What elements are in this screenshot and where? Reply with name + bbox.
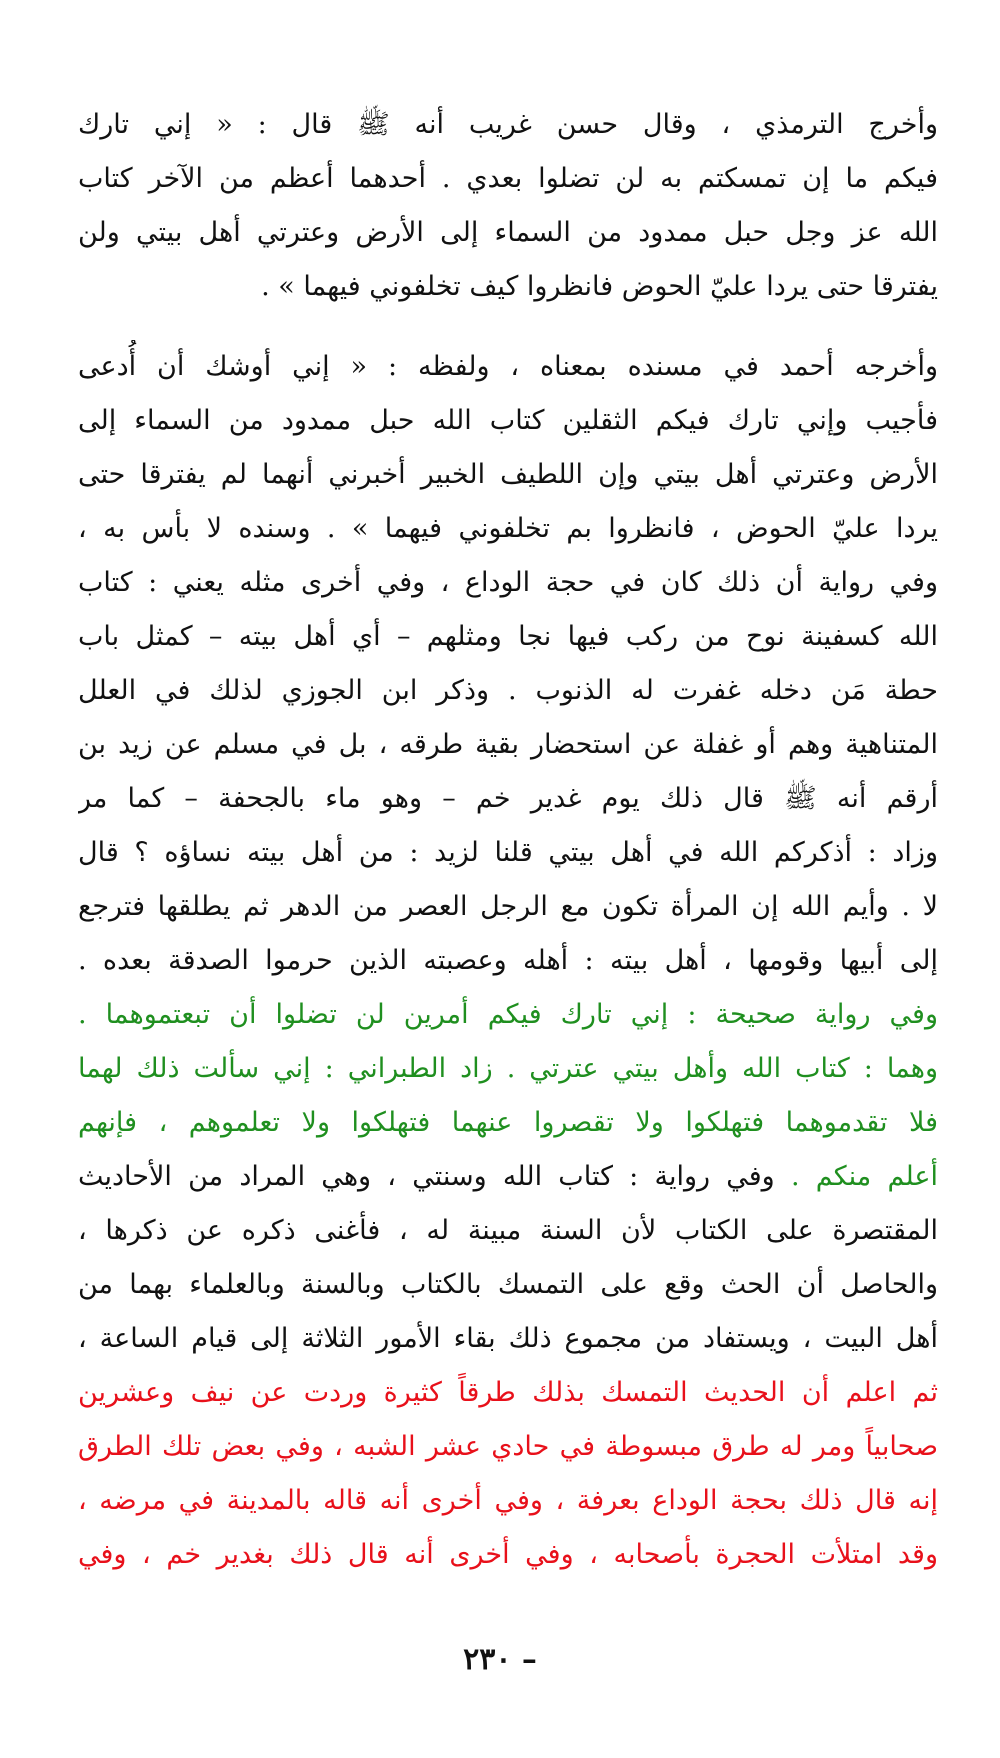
green-text-segment: أعلم منكم . [790, 1161, 938, 1192]
text-line: وفي رواية أن ذلك كان في حجة الوداع ، وفي أخرى مثله يعني : كتاب [78, 567, 938, 598]
text-line: وفي رواية صحيحة : إني تارك فيكم أمرين لن تضلوا أن تبعتموهما . [78, 999, 938, 1030]
text-line: وأخرجه أحمد في مسنده بمعناه ، ولفظه : « إني أوشك أن أُدعى [78, 351, 938, 382]
text-line: صحابياً ومر له طرق مبسوطة في حادي عشر الشبه ، وفي بعض تلك الطرق [78, 1431, 938, 1462]
text-line: فأجيب وإني تارك فيكم الثقلين كتاب الله حبل ممدود من السماء إلى [78, 405, 938, 436]
text-line: حطة مَن دخله غفرت له الذنوب . وذكر ابن الجوزي لذلك في العلل [78, 675, 938, 706]
text-line: لا . وأيم الله إن المرأة تكون مع الرجل العصر من الدهر ثم يطلقها فترجع [78, 891, 938, 922]
text-line: أهل البيت ، ويستفاد من مجموع ذلك بقاء الأمور الثلاثة إلى قيام الساعة ، [78, 1323, 938, 1354]
text-line: الله كسفينة نوح من ركب فيها نجا ومثلهم – أي أهل بيته – كمثل باب [78, 621, 938, 652]
paragraph-highlight-green [78, 988, 938, 1150]
black-text-segment: وفي رواية : كتاب الله وسنتي ، وهي المراد من الأحاديث [78, 1161, 791, 1192]
text-line: الله عز وجل حبل ممدود من السماء إلى الأرض وعترتي أهل بيتي ولن [78, 217, 938, 248]
paragraph-gap [78, 314, 938, 340]
text-line: المتناهية وهم أو غفلة عن استحضار بقية طرقه ، بل في مسلم عن زيد بن [78, 729, 938, 760]
text-line: الأرض وعترتي أهل بيتي وإن اللطيف الخبير أخبرني أنهما لم يفترقا حتى [78, 459, 938, 490]
text-line: أرقم أنه ﷺ قال ذلك يوم غدير خم – وهو ماء بالجحفة – كما مر [78, 783, 938, 814]
text-line: والحاصل أن الحث وقع على التمسك بالكتاب وبالسنة وبالعلماء بهما من [78, 1269, 938, 1300]
paragraph-tirmidhi [78, 98, 938, 314]
paragraph-conclusion [78, 1204, 938, 1366]
text-line: إنه قال ذلك بحجة الوداع بعرفة ، وفي أخرى أنه قاله بالمدينة في مرضه ، [78, 1485, 938, 1516]
paragraph-ahmad [78, 340, 938, 988]
text-line [78, 1150, 938, 1204]
text-line: ثم اعلم أن الحديث التمسك بذلك طرقاً كثيرة وردت عن نيف وعشرين [78, 1377, 938, 1408]
text-line: يردا عليّ الحوض ، فانظروا بم تخلفوني فيهما » . وسنده لا بأس به ، [78, 513, 938, 544]
text-line: وزاد : أذكركم الله في أهل بيتي قلنا لزيد : من أهل بيته نساؤه ؟ قال [78, 837, 938, 868]
text-line: إلى أبيها وقومها ، أهل بيته : أهله وعصبته الذين حرموا الصدقة بعده . [78, 945, 938, 976]
paragraph-mixed-line [78, 1150, 938, 1204]
text-line: فيكم ما إن تمسكتم به لن تضلوا بعدي . أحدهما أعظم من الآخر كتاب [78, 163, 938, 194]
text-line: وأخرج الترمذي ، وقال حسن غريب أنه ﷺ قال : « إني تارك [78, 109, 938, 140]
page-number: – ٢٣٠ [463, 1642, 537, 1677]
text-line: فلا تقدموهما فتهلكوا ولا تقصروا عنهما فتهلكوا ولا تعلموهم ، فإنهم [78, 1107, 938, 1138]
text-line: وقد امتلأت الحجرة بأصحابه ، وفي أخرى أنه قال ذلك بغدير خم ، وفي [78, 1539, 938, 1570]
document-page [78, 98, 938, 1658]
text-line: وهما : كتاب الله وأهل بيتي عترتي . زاد الطبراني : إني سألت ذلك لهما [78, 1053, 938, 1084]
text-line: يفترقا حتى يردا عليّ الحوض فانظروا كيف تخلفوني فيهما » . [261, 271, 938, 302]
text-line: المقتصرة على الكتاب لأن السنة مبينة له ، فأغنى ذكره عن ذكرها ، [78, 1215, 938, 1246]
paragraph-highlight-red [78, 1366, 938, 1582]
